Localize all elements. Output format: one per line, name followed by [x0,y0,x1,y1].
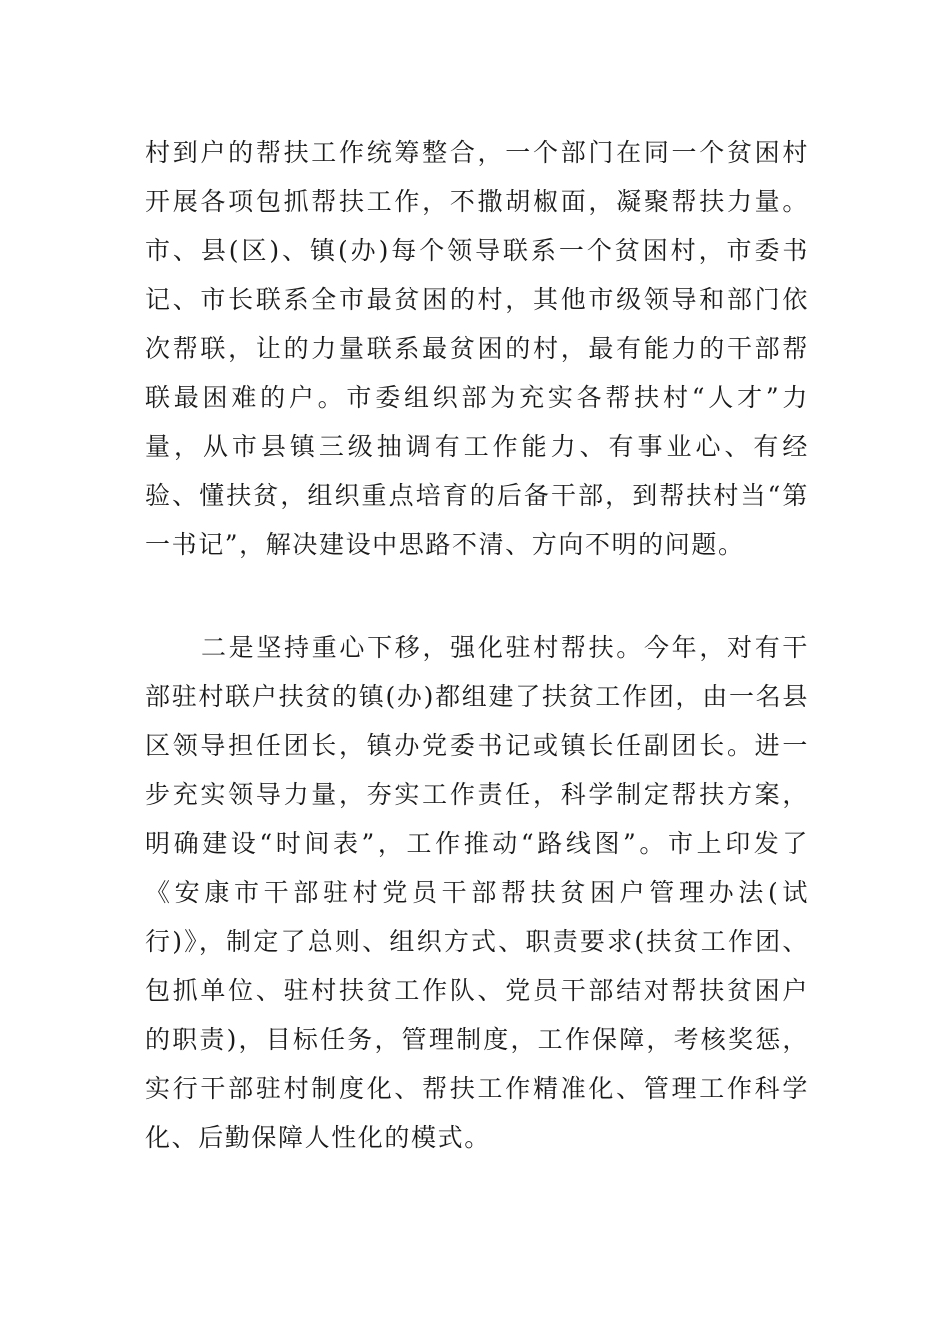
paragraph-continuation: 村到户的帮扶工作统筹整合，一个部门在同一个贫困村开展各项包抓帮扶工作，不撒胡椒面，凝聚帮扶力量。市、县(区)、镇(办)每个领导联系一个贫困村，市委书记、市长联系全市最贫困的村，其他市级领导和部门依次帮联，让的力量联系最贫困的村，最有能力的干部帮联最困难的户。市委组织部为充实各帮扶村“人才”力量，从市县镇三级抽调有工作能力、有事业心、有经验、懂扶贫，组织重点培育的后备干部，到帮扶村当“第一书记”，解决建设中思路不清、方向不明的问题。 [145,138,809,559]
paragraph-second-point: 二是坚持重心下移，强化驻村帮扶。今年，对有干部驻村联户扶贫的镇(办)都组建了扶贫工作团，由一名县区领导担任团长，镇办党委书记或镇长任副团长。进一步充实领导力量，夯实工作责任，科学制定帮扶方案，明确建设“时间表”，工作推动“路线图”。市上印发了《安康市干部驻村党员干部帮扶贫困户管理办法(试行)》，制定了总则、组织方式、职责要求(扶贫工作团、包抓单位、驻村扶贫工作队、党员干部结对帮扶贫困户的职责)，目标任务，管理制度，工作保障，考核奖惩，实行干部驻村制度化、帮扶工作精准化、管理工作科学化、后勤保障人性化的模式。 [145,633,809,1152]
